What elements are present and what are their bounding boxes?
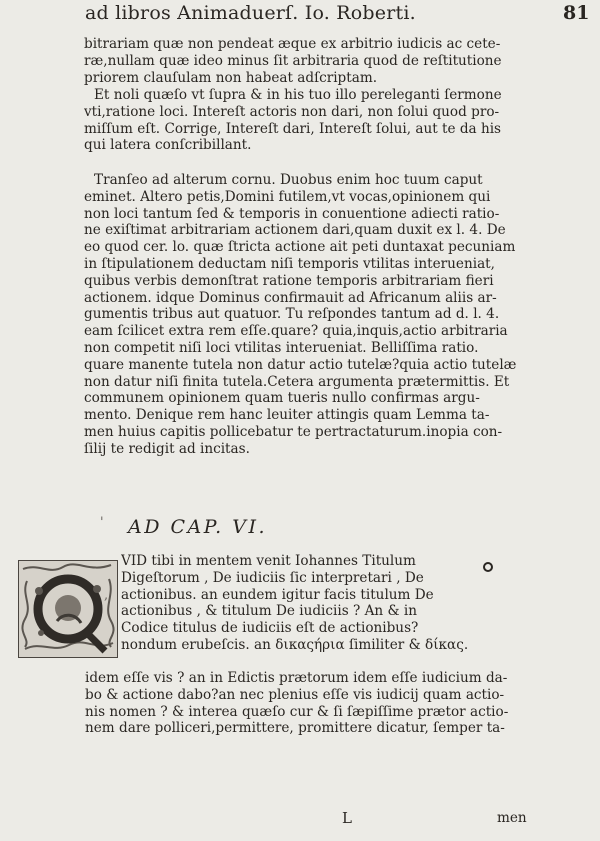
text-line: nis nomen ? & interea quæſo cur & ſi ſæpiſſime prætor actio- [85,703,509,720]
margin-tick: , [104,588,109,603]
text-line: eam ſcilicet extra rem eſſe.quare? quia,inquis,actio arbitraria [84,323,508,340]
text-line: Et noli quæſo vt ſupra & in his tuo illo pereleganti ſermone [94,87,502,103]
text-line: miſſum eſt. Corrige, Intereſt dari, Intereſt ſolui, aut te da his [84,120,502,137]
text-line: mento. Denique rem hanc leuiter attingis quam Lemma ta- [84,407,490,424]
text-line: nondum erubeſcis. an δικαςήρια ſimiliter & δίκας. [121,636,469,653]
text-line: men huius capitis pollicebatur te pertractaturum.inopia con- [84,423,503,440]
text-line: ræ,nullam quæ ideo minus ſit arbitraria quod de reſtitutione [84,52,502,69]
catchword: men [497,810,527,826]
text-line: non loci tantum ſed & temporis in conuentione adiecti ratio- [84,205,500,222]
folio-number: 81 [563,2,590,24]
text-line: actionem. idque Dominus confirmauit ad Africanum aliis ar- [84,289,497,306]
text-line: quibus verbis demonſtrat ratione temporis arbitrariam fieri [84,272,494,289]
text-line: bitrariam quæ non pendeat æque ex arbitrio iudicis ac cete- [84,36,501,52]
text-line: vti,ratione loci. Intereſt actoris non dari, non ſolui quod pro- [84,103,500,120]
paragraph-4-continued [85,670,543,737]
text-line: Digeſtorum , De iudiciis ſic interpretari , De [121,569,424,586]
margin-tick: ' [100,515,104,530]
text-line: actionibus , & titulum De iudiciis ? An & in [121,603,418,620]
chapter-heading: AD CAP. VI. [128,516,268,538]
text-line: non datur niſi finita tutela.Cetera argumenta prætermittis. Et [84,373,510,390]
text-line: priorem clauſulam non habeat adſcriptam. [84,69,378,86]
text-line: VID tibi in mentem venit Iohannes Titulum [121,553,416,569]
text-line: eminet. Altero petis,Domini futilem,vt vocas,opinionem qui [84,188,491,205]
decorated-initial-icon [18,560,118,658]
text-line: non competit niſi loci vtilitas interueniat. Belliſſima ratio. [84,339,479,356]
text-line: qui latera conſcribillant. [84,137,252,154]
text-line: bo & actione dabo?an nec plenius eſſe vis iudicij quam actio- [85,686,505,703]
text-line: idem eſſe vis ? an in Edictis prætorum idem eſſe iudicium da- [85,670,508,686]
text-line: in ſtipulationem deductam niſi temporis vtilitas interueniat, [84,255,495,272]
paragraph-4-wrapped [121,553,541,654]
text-line: nem dare polliceri,permittere, promittere dicatur, ſemper ta- [85,720,505,737]
running-head [85,2,590,26]
text-line: ſilij te redigit ad incitas. [84,440,250,457]
paragraph-3 [84,172,554,458]
paragraph-1 [84,36,554,86]
text-line: gumentis tribus aut quatuor. Tu reſpondes tantum ad d. l. 4. [84,306,500,323]
text-line: Codice titulus de iudiciis eſt de actionibus? [121,620,419,637]
text-line: eo quod cer. lo. quæ ſtricta actione ait peti duntaxat pecuniam [84,239,516,256]
signature-mark: L [342,809,354,827]
text-line: quare manente tutela non datur actio tutelæ?quia actio tutelæ [84,356,517,373]
text-line: communem opinionem quam tueris nullo confirmas argu- [84,390,480,407]
running-title: ad libros Animaduerſ. Io. Roberti. [85,2,416,24]
paragraph-2 [84,87,554,154]
text-line: ne exiſtimat arbitrariam actionem dari,quam duxit ex l. 4. De [84,222,506,239]
text-line: Tranſeo ad alterum cornu. Duobus enim hoc tuum caput [94,172,483,188]
text-line: actionibus. an eundem igitur facis titulum De [121,586,434,603]
